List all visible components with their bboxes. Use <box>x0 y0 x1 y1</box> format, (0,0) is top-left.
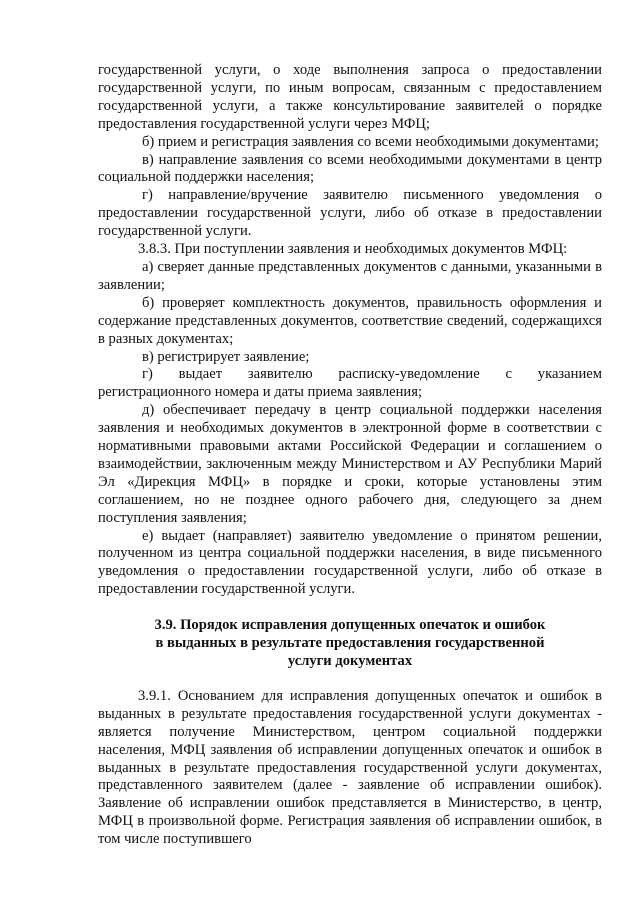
document-page <box>98 62 602 849</box>
paragraph-item-b2: б) проверяет комплектность документов, правильность оформления и содержание представленных документов, соответствие сведений, содержащихся в разных документах; <box>98 294 602 347</box>
paragraph-3-8-3: 3.8.3. При поступлении заявления и необходимых документов МФЦ: <box>138 241 568 258</box>
paragraph-3-9-1: 3.9.1. Основанием для исправления допущенных опечаток и ошибок в выданных в результате предоставления государственной услуги документах - является получение Министерством, центром социальной поддержки населения, МФЦ заявления об исправлении допущенных опечаток и ошибок в выданных в результате предоставления государственной услуги документах, представленного заявителем (далее - заявление об исправлении ошибок). Заявление об исправлении ошибок представляется в Министерство, в центр, МФЦ в произвольной форме. Регистрация заявления об исправлении ошибок, в том числе поступившего <box>98 687 602 848</box>
section-heading <box>98 617 602 671</box>
paragraph-item-e: е) выдает (направляет) заявителю уведомление о принятом решении, полученном из центра социальной поддержки населения, в виде письменного уведомления о предоставлении государственной услуги, либо об отказе в предоставлении государственной услуги. <box>98 527 602 598</box>
paragraph-item-v: в) направление заявления со всеми необходимыми документами в центр социальной поддержки населения; <box>98 151 602 186</box>
paragraph-item-v2: в) регистрирует заявление; <box>142 348 310 365</box>
heading-line-2: в выданных в результате предоставления государственной <box>155 635 545 652</box>
heading-line-1: 3.9. Порядок исправления допущенных опечаток и ошибок <box>154 617 546 634</box>
paragraph-item-g2: г) выдает заявителю расписку-уведомление с указанием регистрационного номера и даты приема заявления; <box>98 366 602 401</box>
spacer <box>98 671 602 688</box>
heading-line-3: услуги документах <box>287 653 413 669</box>
paragraph-item-d: д) обеспечивает передачу в центр социальной поддержки населения заявления и необходимых документов в электронной форме в соответствии с нормативными правовыми актами Российской Федерации и соглашением о взаимодействии, заключенным между Министерством и АУ Республики Марий Эл «Дирекция МФЦ» в порядке и сроки, которые установлены этим соглашением, но не позднее одного рабочего дня, следующего за днем поступления заявления; <box>98 402 602 526</box>
paragraph-continuation: государственной услуги, о ходе выполнения запроса о предоставлении государственной услуги, по иным вопросам, связанным с предоставлением государственной услуги, а также консультирование заявителей о порядке предоставления государственной услуги через МФЦ; <box>98 62 602 132</box>
spacer <box>98 599 602 617</box>
paragraph-item-a: а) сверяет данные представленных документов с данными, указанными в заявлении; <box>98 258 602 293</box>
paragraph-item-b: б) прием и регистрация заявления со всеми необходимыми документами; <box>142 133 599 150</box>
paragraph-item-g: г) направление/вручение заявителю письменного уведомления о предоставлении государственной услуги, либо об отказе в предоставлении государственной услуги. <box>98 187 602 240</box>
